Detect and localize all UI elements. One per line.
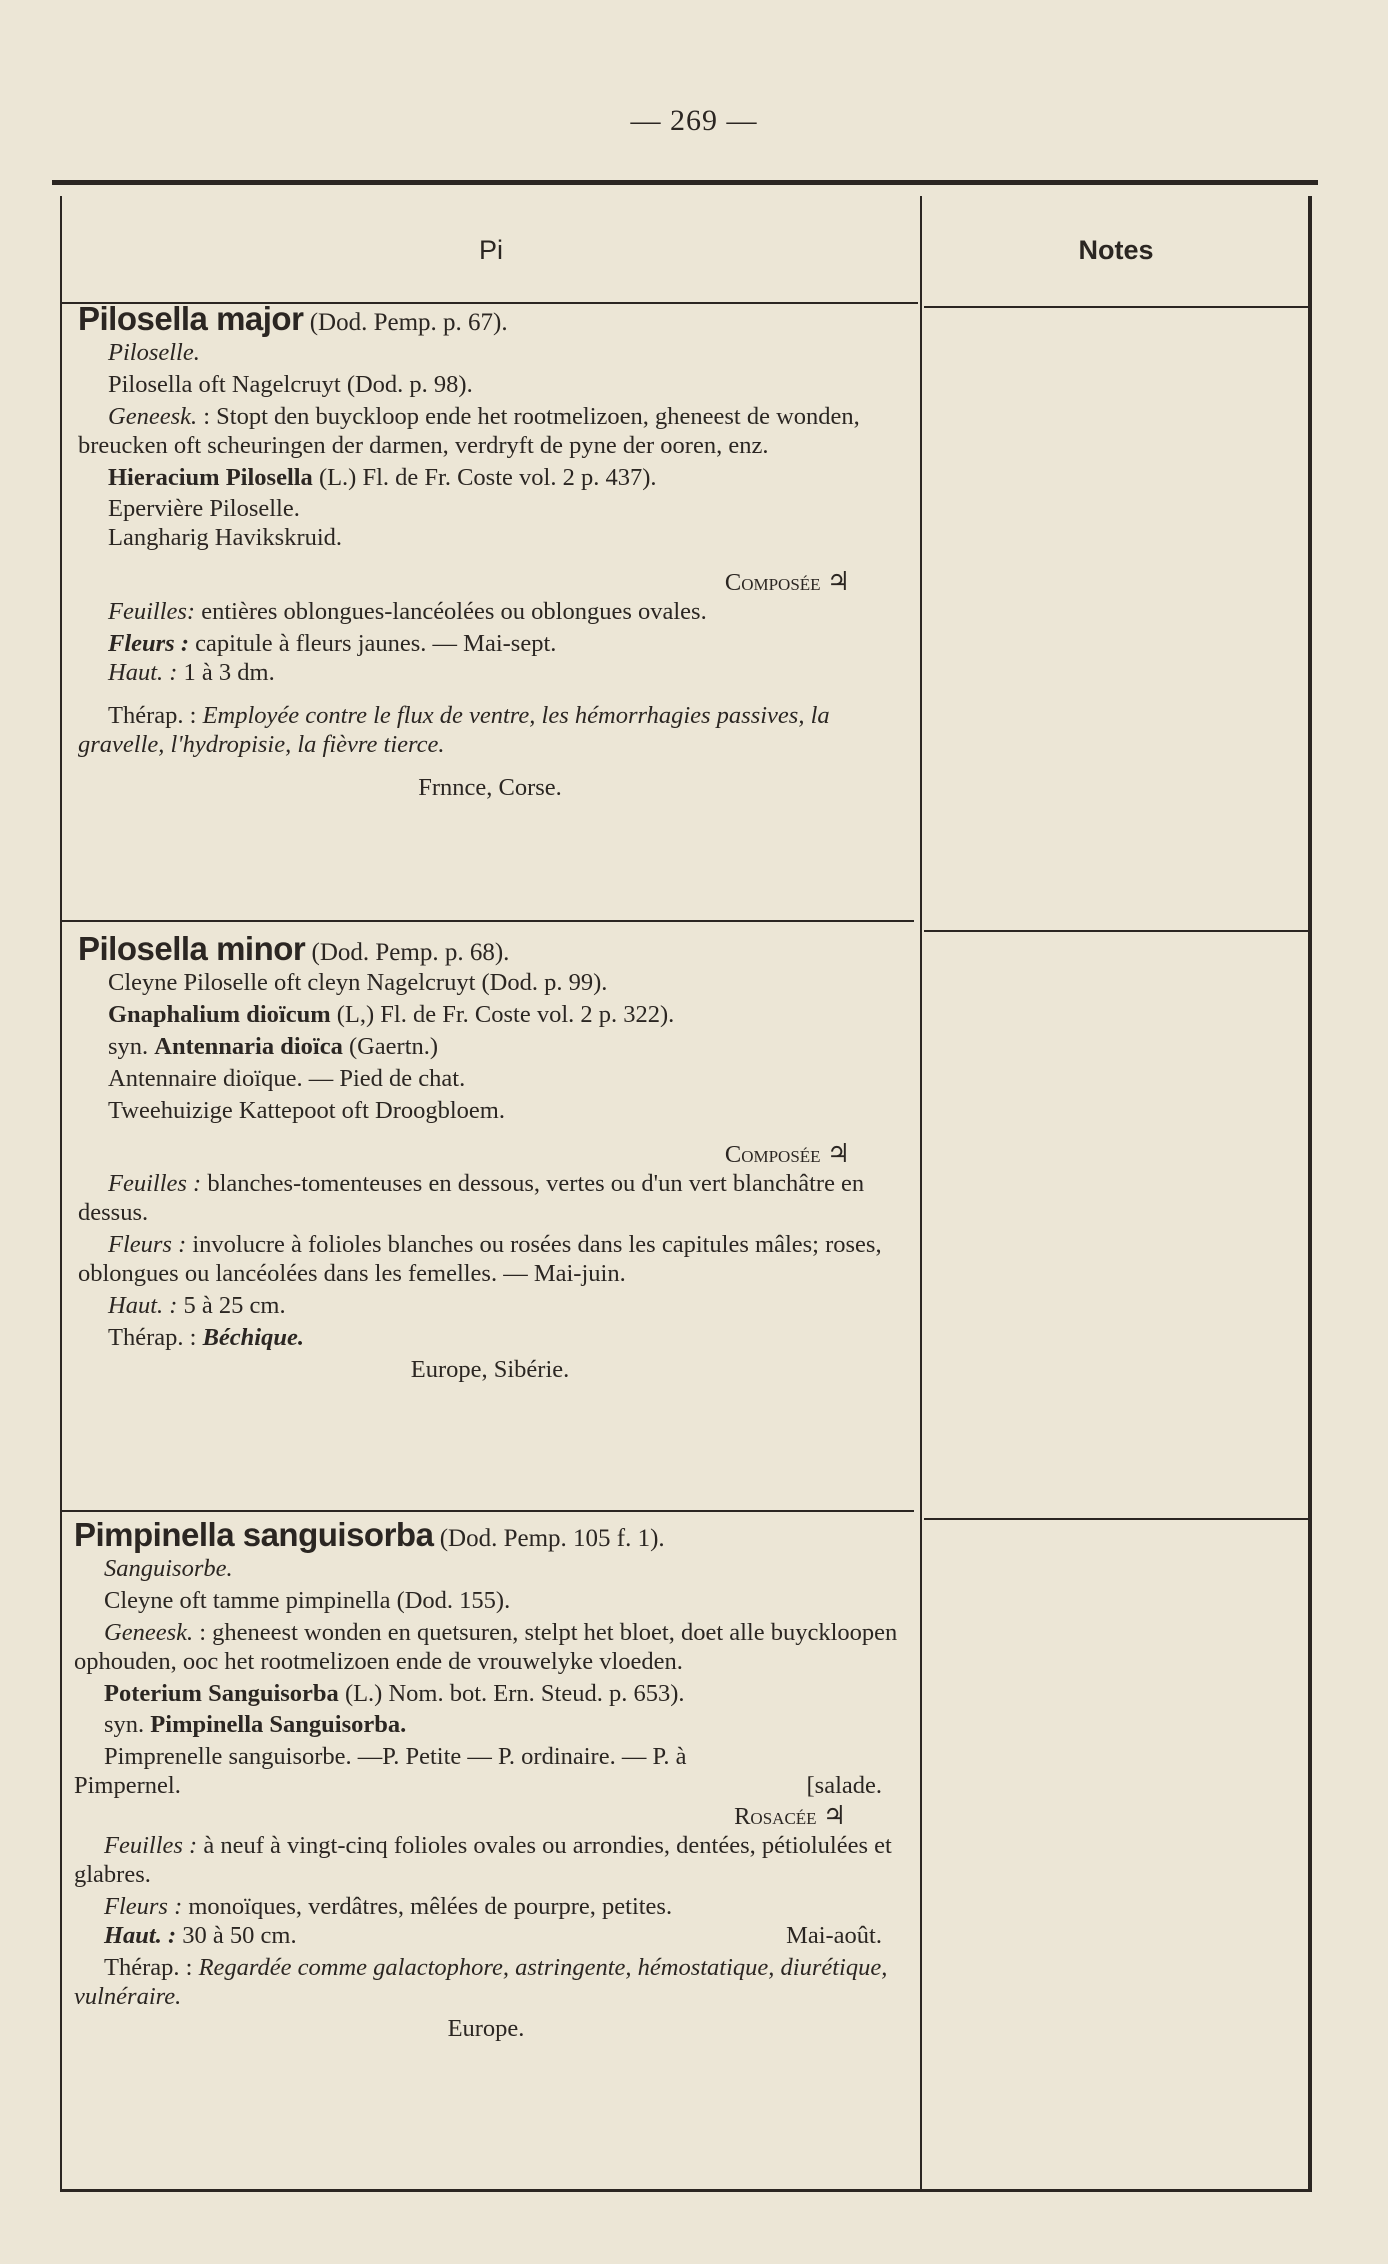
medicinal-label: Geneesk. (104, 1618, 194, 1646)
entry-pilosella-minor (78, 930, 902, 1385)
medicinal-text: : gheneest wonden en quetsuren, stelpt het bloet, doet alle buyckloopen ophouden, ooc het rootmelizoen ende de vrouwelyke vloeden. (74, 1618, 898, 1675)
family-line (78, 1139, 902, 1170)
french-name-continuation: [salade. (806, 1772, 882, 1800)
family-name: Rosacée (734, 1803, 817, 1831)
synonym-line (74, 1711, 898, 1740)
therapy-line (78, 1324, 902, 1353)
height-text: 1 à 3 dm. (183, 659, 275, 686)
synonym-reference: (Gaertn.) (348, 1032, 439, 1060)
therapy-label: Thérap. : (104, 1953, 193, 1981)
perennial-symbol: ♃ (826, 1139, 850, 1169)
entry-title (78, 930, 902, 969)
vernacular-name: Piloselle. (108, 338, 200, 366)
column-divider (920, 196, 922, 2189)
height-label: Haut. : (108, 1292, 178, 1319)
flowering-season: Mai-août. (786, 1921, 882, 1949)
medicinal-label: Geneesk. (108, 402, 198, 430)
therapy-line (78, 702, 902, 760)
modern-name: Poterium Sanguisorba (104, 1679, 339, 1707)
flowers-line (74, 1893, 898, 1922)
height-text: 5 à 25 cm. (183, 1292, 286, 1319)
therapy-label: Thérap. : (108, 701, 197, 729)
entry-rule-left-2 (62, 1510, 914, 1512)
height-text: 30 à 50 cm. (182, 1921, 297, 1949)
modern-name: Gnaphalium dioïcum (108, 1000, 331, 1028)
entry-reference: (Dod. Pemp. p. 67). (309, 309, 508, 336)
entry-rule-right-2 (924, 1518, 1310, 1520)
modern-name-line (78, 464, 902, 493)
flowers-text: monoïques, verdâtres, mêlées de pourpre, petites. (188, 1892, 673, 1920)
height-label: Haut. : (104, 1921, 177, 1949)
leaves-label: Feuilles : (108, 1170, 202, 1198)
leaves-line (74, 1832, 898, 1890)
synonym-label: syn. (108, 1032, 149, 1060)
synonym-line (78, 1033, 902, 1062)
distribution: Europe. (447, 2014, 525, 2042)
dutch-modern-name: Langharig Havikskruid. (108, 524, 343, 552)
leaves-text: blanches-tomenteuses en dessous, vertes ou d'un vert blanchâtre en dessus. (78, 1170, 865, 1227)
flowers-text: capitule à fleurs jaunes. — Mai-sept. (195, 630, 557, 658)
entry-reference: (Dod. Pemp. p. 68). (311, 939, 510, 966)
modern-name-line (78, 1001, 902, 1030)
family-line (74, 1801, 898, 1832)
synonym-name: Pimpinella Sanguisorba. (150, 1711, 407, 1739)
french-name: Pimprenelle sanguisorbe. —P. Petite — P. ordinaire. — P. à (104, 1743, 687, 1771)
flowers-label: Fleurs : (108, 630, 190, 658)
medicinal-note (74, 1619, 898, 1677)
dutch-name: Cleyne oft tamme pimpinella (Dod. 155). (104, 1586, 511, 1614)
entry-pilosella-major (78, 300, 902, 803)
height-label: Haut. : (108, 659, 178, 686)
modern-reference: (L.) Nom. bot. Ern. Steud. p. 653). (344, 1679, 685, 1707)
entry-name: Pilosella minor (78, 930, 306, 967)
entry-name: Pilosella major (78, 300, 304, 337)
synonym-label: syn. (104, 1711, 145, 1739)
entry-pimpinella-sanguisorba (74, 1516, 898, 2043)
therapy-line (74, 1954, 898, 2012)
modern-name: Hieracium Pilosella (108, 463, 313, 491)
flowers-line (78, 1231, 902, 1289)
french-name: Epervière Piloselle. (108, 495, 300, 523)
leaves-label: Feuilles : (104, 1832, 198, 1860)
medicinal-text: : Stopt den buyckloop ende het rootmelizoen, gheneest de wonden, breucken oft scheuringen der darmen, verdryft de pyne der ooren, enz. (78, 402, 860, 459)
leaves-line (78, 598, 902, 627)
entry-name: Pimpinella sanguisorba (74, 1516, 434, 1553)
leaves-text: à neuf à vingt-cinq folioles ovales ou arrondies, dentées, pétiolulées et glabres. (74, 1832, 892, 1888)
therapy-text: Employée contre le flux de ventre, les hémorrhagies passives, la gravelle, l'hydropisie, la fièvre tierce. (78, 701, 830, 758)
entry-reference: (Dod. Pemp. 105 f. 1). (439, 1525, 665, 1552)
family-name: Composée (724, 569, 821, 597)
flowers-text: involucre à folioles blanches ou rosées dans les capitules mâles; roses, oblongues ou lancéolées dans les femelles. — Mai-juin. (78, 1231, 882, 1288)
dutch-name: Pilosella oft Nagelcruyt (Dod. p. 98). (108, 370, 473, 398)
leaves-text: entières oblongues-lancéolées ou oblongues ovales. (201, 598, 707, 626)
notes-column-header: Notes (1078, 234, 1154, 265)
entry-rule-right-1 (924, 930, 1310, 932)
perennial-symbol: ♃ (826, 567, 850, 597)
flowers-label: Fleurs : (108, 1231, 187, 1259)
therapy-text: Regardée comme galactophore, astringente, hémostatique, diurétique, vulnéraire. (74, 1953, 888, 2010)
herbal-table (60, 196, 1312, 2192)
synonym-name: Antennaria dioïca (154, 1032, 343, 1060)
height-line (78, 659, 902, 688)
top-rule (52, 180, 1318, 185)
distribution: Europe, Sibérie. (410, 1355, 570, 1383)
leaves-line (78, 1170, 902, 1228)
page-number: — 269 — (630, 104, 758, 137)
dutch-modern-name: Pimpernel. (74, 1772, 181, 1800)
modern-reference: (L.) Fl. de Fr. Coste vol. 2 p. 437). (318, 463, 657, 491)
entry-title (78, 300, 902, 339)
perennial-symbol: ♃ (822, 1801, 846, 1831)
therapy-label: Thérap. : (108, 1323, 197, 1351)
leaves-label: Feuilles: (108, 598, 196, 626)
modern-reference: (L,) Fl. de Fr. Coste vol. 2 p. 322). (336, 1000, 675, 1028)
distribution: Frnnce, Corse. (418, 773, 562, 801)
header-rule-right (924, 306, 1310, 308)
dutch-name: Cleyne Piloselle oft cleyn Nagelcruyt (Dod. p. 99). (108, 968, 608, 996)
flowers-label: Fleurs : (104, 1892, 183, 1920)
modern-name-line (74, 1680, 898, 1709)
flowers-line (78, 630, 902, 659)
entry-title (74, 1516, 898, 1555)
height-line (78, 1292, 902, 1321)
left-column-header: Pi (478, 234, 503, 265)
dutch-modern-name: Tweehuizige Kattepoot oft Droogbloem. (108, 1096, 505, 1124)
dutch-modern-line (74, 1772, 898, 1801)
entry-rule-left-1 (62, 920, 914, 922)
medicinal-note (78, 403, 902, 461)
french-name: Antennaire dioïque. — Pied de chat. (108, 1064, 466, 1092)
height-line (74, 1922, 898, 1951)
therapy-text: Béchique. (202, 1323, 304, 1351)
family-name: Composée (724, 1141, 821, 1169)
vernacular-name: Sanguisorbe. (104, 1554, 233, 1582)
family-line (78, 567, 902, 598)
